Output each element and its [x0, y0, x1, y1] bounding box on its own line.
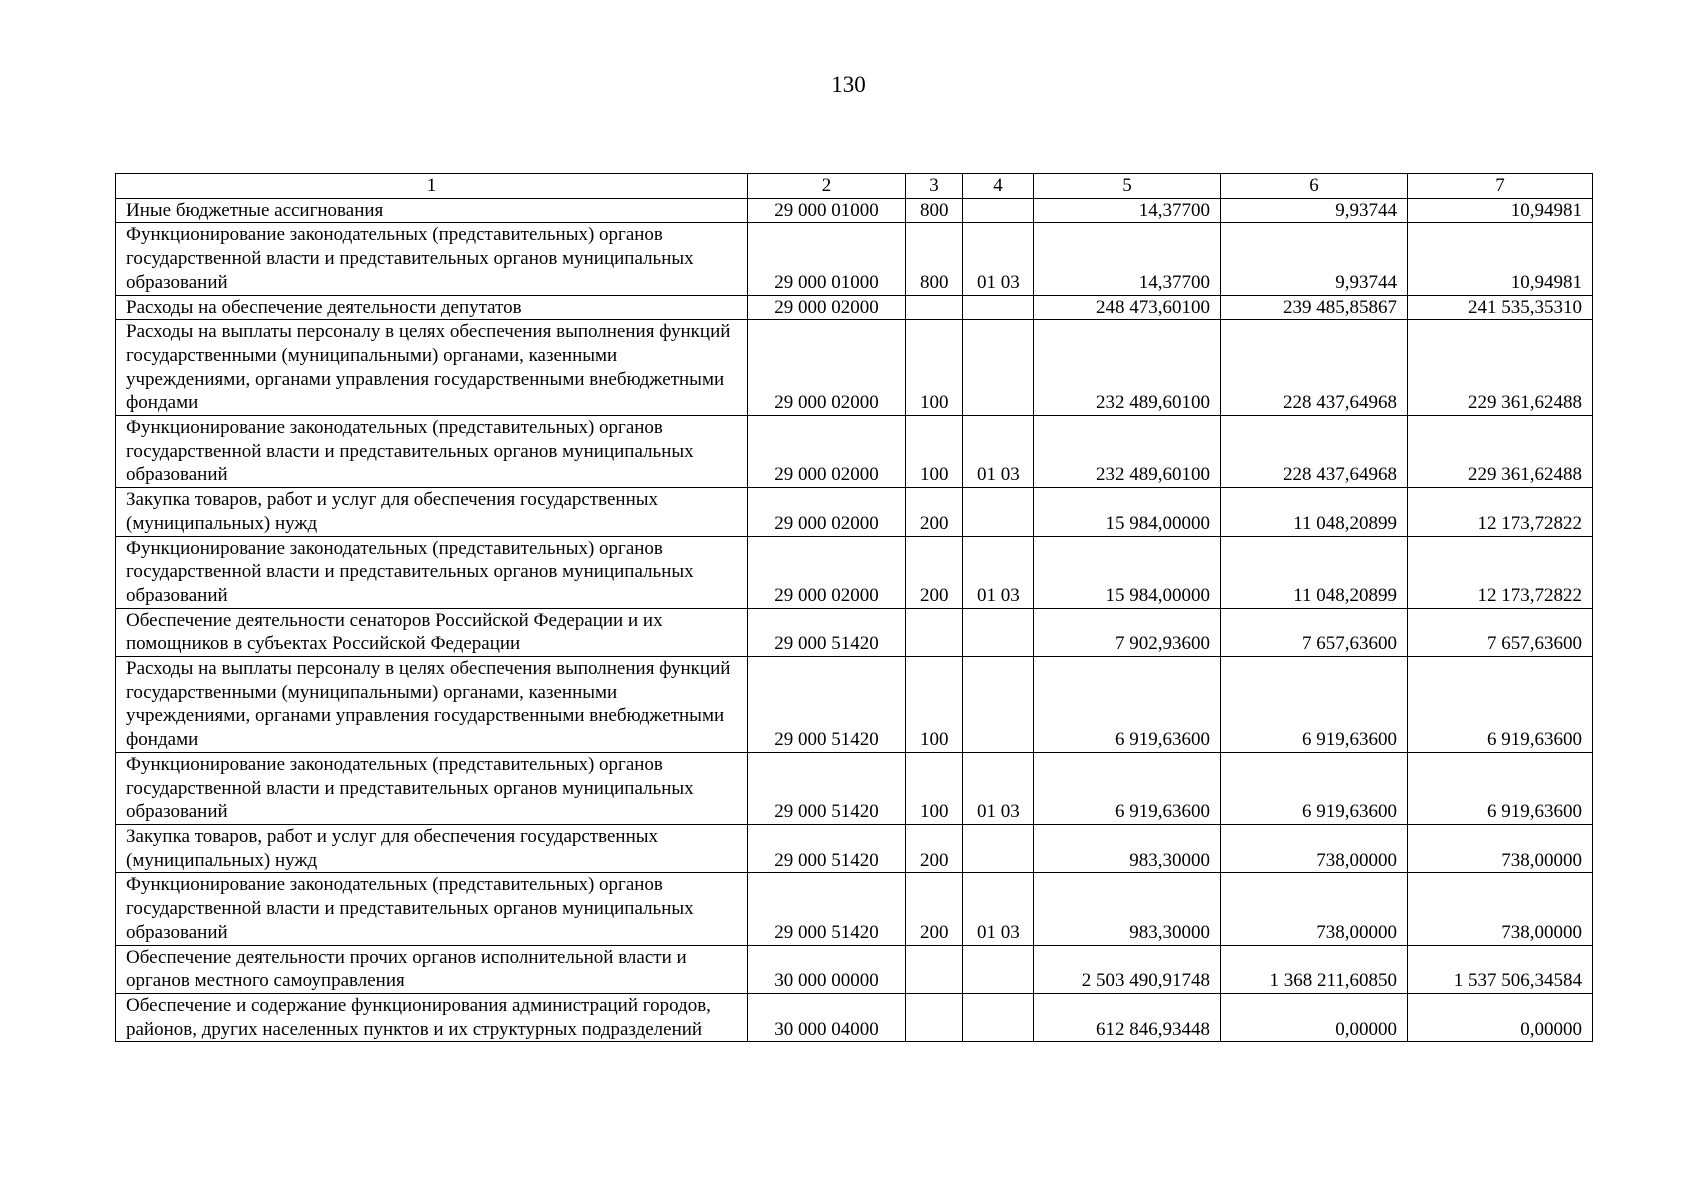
header-col-3: 3 [906, 174, 963, 199]
row-expense-type: 100 [906, 320, 963, 416]
row-expense-type [906, 295, 963, 320]
row-value-col5: 248 473,60100 [1034, 295, 1221, 320]
row-target-code: 29 000 02000 [748, 536, 906, 608]
row-section-code: 01 03 [963, 416, 1034, 488]
row-section-code: 01 03 [963, 536, 1034, 608]
row-value-col6: 738,00000 [1221, 873, 1408, 945]
row-value-col5: 983,30000 [1034, 824, 1221, 872]
row-value-col5: 612 846,93448 [1034, 993, 1221, 1041]
row-expense-type [906, 945, 963, 993]
row-expense-type: 100 [906, 416, 963, 488]
row-target-code: 29 000 01000 [748, 198, 906, 223]
row-value-col6: 1 368 211,60850 [1221, 945, 1408, 993]
page-number: 130 [831, 72, 866, 97]
row-expense-type: 200 [906, 824, 963, 872]
table-row [116, 416, 1593, 488]
row-value-col6: 11 048,20899 [1221, 536, 1408, 608]
table-row [116, 657, 1593, 753]
row-value-col6: 228 437,64968 [1221, 320, 1408, 416]
row-value-col5: 983,30000 [1034, 873, 1221, 945]
row-target-code: 29 000 02000 [748, 320, 906, 416]
row-expense-type: 100 [906, 752, 963, 824]
table-row [116, 608, 1593, 656]
table-row [116, 873, 1593, 945]
table-row [116, 536, 1593, 608]
row-value-col5: 6 919,63600 [1034, 657, 1221, 753]
row-name: Функционирование законодательных (представительных) органов государственной власти и представительных органов муниципальных образований [116, 536, 748, 608]
row-target-code: 29 000 02000 [748, 488, 906, 536]
row-expense-type: 200 [906, 536, 963, 608]
header-col-4: 4 [963, 174, 1034, 199]
row-value-col7: 229 361,62488 [1408, 320, 1593, 416]
header-col-7: 7 [1408, 174, 1593, 199]
row-value-col7: 6 919,63600 [1408, 657, 1593, 753]
header-col-5: 5 [1034, 174, 1221, 199]
row-value-col7: 6 919,63600 [1408, 752, 1593, 824]
row-value-col6: 6 919,63600 [1221, 657, 1408, 753]
row-value-col7: 0,00000 [1408, 993, 1593, 1041]
header-col-2: 2 [748, 174, 906, 199]
row-name: Обеспечение деятельности прочих органов исполнительной власти и органов местного самоуправления [116, 945, 748, 993]
row-name: Обеспечение и содержание функционирования администраций городов, районов, других населенных пунктов и их структурных подразделений [116, 993, 748, 1041]
row-section-code [963, 824, 1034, 872]
row-value-col7: 229 361,62488 [1408, 416, 1593, 488]
row-expense-type: 100 [906, 657, 963, 753]
row-name: Закупка товаров, работ и услуг для обеспечения государственных (муниципальных) нужд [116, 488, 748, 536]
row-value-col7: 10,94981 [1408, 223, 1593, 295]
row-expense-type: 800 [906, 198, 963, 223]
row-expense-type: 800 [906, 223, 963, 295]
row-target-code: 29 000 51420 [748, 657, 906, 753]
row-name: Функционирование законодательных (представительных) органов государственной власти и представительных органов муниципальных образований [116, 223, 748, 295]
row-target-code: 29 000 02000 [748, 416, 906, 488]
row-section-code: 01 03 [963, 223, 1034, 295]
table-body [116, 198, 1593, 1042]
row-value-col5: 15 984,00000 [1034, 536, 1221, 608]
row-expense-type [906, 608, 963, 656]
row-name: Закупка товаров, работ и услуг для обеспечения государственных (муниципальных) нужд [116, 824, 748, 872]
row-section-code [963, 488, 1034, 536]
table-row [116, 295, 1593, 320]
row-target-code: 29 000 01000 [748, 223, 906, 295]
row-name: Функционирование законодательных (представительных) органов государственной власти и представительных органов муниципальных образований [116, 873, 748, 945]
row-section-code [963, 198, 1034, 223]
row-target-code: 29 000 02000 [748, 295, 906, 320]
table-header [116, 174, 1593, 199]
row-name: Функционирование законодательных (представительных) органов государственной власти и представительных органов муниципальных образований [116, 416, 748, 488]
row-target-code: 29 000 51420 [748, 824, 906, 872]
row-value-col6: 6 919,63600 [1221, 752, 1408, 824]
row-value-col7: 7 657,63600 [1408, 608, 1593, 656]
row-target-code: 30 000 00000 [748, 945, 906, 993]
row-value-col5: 15 984,00000 [1034, 488, 1221, 536]
row-name: Расходы на выплаты персоналу в целях обеспечения выполнения функций государственными (муниципальными) органами, казенными учреждениями, органами управления государственными внебюджетными фондами [116, 320, 748, 416]
row-expense-type: 200 [906, 873, 963, 945]
row-target-code: 29 000 51420 [748, 752, 906, 824]
row-name: Обеспечение деятельности сенаторов Российской Федерации и их помощников в субъектах Российской Федерации [116, 608, 748, 656]
header-row [116, 174, 1593, 199]
row-name: Расходы на выплаты персоналу в целях обеспечения выполнения функций государственными (муниципальными) органами, казенными учреждениями, органами управления государственными внебюджетными фондами [116, 657, 748, 753]
row-value-col6: 9,93744 [1221, 223, 1408, 295]
row-value-col7: 12 173,72822 [1408, 488, 1593, 536]
row-section-code: 01 03 [963, 752, 1034, 824]
row-section-code [963, 608, 1034, 656]
row-section-code [963, 945, 1034, 993]
row-name: Расходы на обеспечение деятельности депутатов [116, 295, 748, 320]
row-section-code [963, 295, 1034, 320]
row-value-col7: 12 173,72822 [1408, 536, 1593, 608]
row-value-col5: 14,37700 [1034, 198, 1221, 223]
row-expense-type [906, 993, 963, 1041]
row-value-col6: 7 657,63600 [1221, 608, 1408, 656]
row-value-col6: 239 485,85867 [1221, 295, 1408, 320]
row-target-code: 29 000 51420 [748, 873, 906, 945]
table-row [116, 488, 1593, 536]
row-value-col7: 738,00000 [1408, 824, 1593, 872]
row-value-col7: 10,94981 [1408, 198, 1593, 223]
row-value-col5: 6 919,63600 [1034, 752, 1221, 824]
row-value-col7: 1 537 506,34584 [1408, 945, 1593, 993]
row-target-code: 29 000 51420 [748, 608, 906, 656]
budget-table [115, 173, 1593, 1042]
row-value-col6: 11 048,20899 [1221, 488, 1408, 536]
row-value-col6: 738,00000 [1221, 824, 1408, 872]
row-name: Иные бюджетные ассигнования [116, 198, 748, 223]
row-value-col5: 232 489,60100 [1034, 416, 1221, 488]
row-value-col7: 241 535,35310 [1408, 295, 1593, 320]
header-col-6: 6 [1221, 174, 1408, 199]
table-row [116, 752, 1593, 824]
row-value-col5: 2 503 490,91748 [1034, 945, 1221, 993]
table-row [116, 993, 1593, 1041]
table-row [116, 223, 1593, 295]
row-value-col5: 14,37700 [1034, 223, 1221, 295]
row-name: Функционирование законодательных (представительных) органов государственной власти и представительных органов муниципальных образований [116, 752, 748, 824]
row-section-code: 01 03 [963, 873, 1034, 945]
table-row [116, 198, 1593, 223]
row-section-code [963, 657, 1034, 753]
row-value-col5: 7 902,93600 [1034, 608, 1221, 656]
row-value-col6: 9,93744 [1221, 198, 1408, 223]
row-value-col5: 232 489,60100 [1034, 320, 1221, 416]
row-target-code: 30 000 04000 [748, 993, 906, 1041]
row-value-col6: 228 437,64968 [1221, 416, 1408, 488]
table-row [116, 824, 1593, 872]
row-value-col6: 0,00000 [1221, 993, 1408, 1041]
table-row [116, 320, 1593, 416]
header-col-1: 1 [116, 174, 748, 199]
row-value-col7: 738,00000 [1408, 873, 1593, 945]
row-section-code [963, 993, 1034, 1041]
row-section-code [963, 320, 1034, 416]
row-expense-type: 200 [906, 488, 963, 536]
table-row [116, 945, 1593, 993]
